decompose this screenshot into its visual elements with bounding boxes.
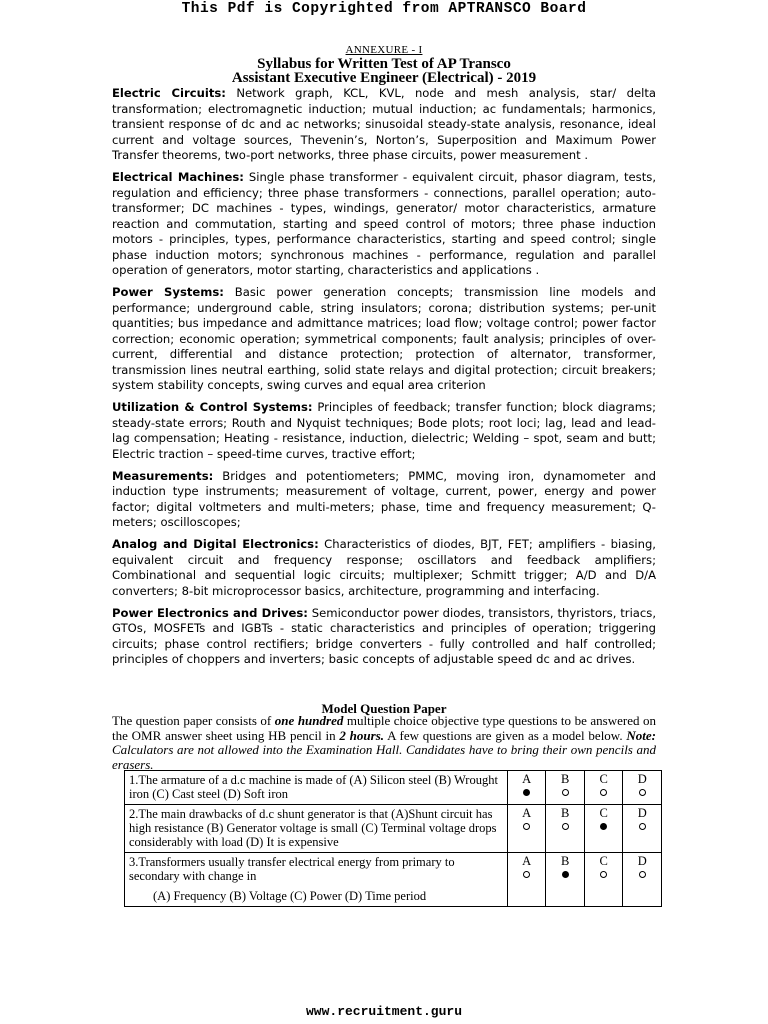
syllabus-section xyxy=(112,285,656,394)
question-text: 2.The main drawbacks of d.c shunt generator is that (A)Shunt circuit has high resistance (B) Generator voltage is small (C) Terminal voltage drops considerably with load (D) It is expensive xyxy=(129,807,497,849)
intro-text: multiple choice objective type questions to be answered on the OMR answer sheet using HB pencil in xyxy=(112,713,656,743)
question-text: 1.The armature of a d.c machine is made of (A) Silicon steel (B) Wrought iron (C) Cast steel (D) Soft iron xyxy=(129,773,498,801)
answer-bubble xyxy=(562,823,569,830)
section-heading: Analog and Digital Electronics: xyxy=(112,537,319,551)
section-text: Bridges and potentiometers; PMMC, moving iron, dynamometer and induction type instruments; measurement of voltage, current, power, energy and power factor; digital voltmeters and multi-meters; phase, time and frequency measurement; Q-meters; oscilloscopes; xyxy=(112,468,656,529)
option-letter: C xyxy=(599,772,608,786)
model-paper-heading: Model Question Paper xyxy=(321,701,447,716)
section-heading: Electric Circuits: xyxy=(112,86,226,100)
syllabus-section xyxy=(112,537,656,599)
annexure-label: ANNEXURE - I xyxy=(345,44,423,56)
option-letter: D xyxy=(637,806,647,820)
question-text-cell xyxy=(125,771,508,805)
question-row xyxy=(125,853,662,907)
syllabus-section xyxy=(112,170,656,279)
section-heading: Electrical Machines: xyxy=(112,170,244,184)
syllabus-section xyxy=(112,86,656,164)
section-text: Semiconductor power diodes, transistors, thyristors, triacs, GTOs, MOSFETs and IGBTs - static characteristics and principles of operation; triggering circuits; phase control rectifiers; bridge converters - fully controlled and half controlled; principles of choppers and inverters; basic concepts of adjustable speed dc and ac drives. xyxy=(112,605,657,666)
answer-bubble xyxy=(639,823,646,830)
answer-bubble xyxy=(600,871,607,878)
question-choices: (A) Frequency (B) Voltage (C) Power (D) Time period xyxy=(153,889,427,903)
option-letter: B xyxy=(560,772,570,786)
option-letter: A xyxy=(522,772,532,786)
option-cell xyxy=(584,853,623,907)
option-cell xyxy=(507,805,546,853)
option-cell xyxy=(623,853,662,907)
question-text-cell xyxy=(125,853,508,907)
note-text: Calculators are not allowed into the Examination Hall. Candidates have to bring their own pencils and erasers. xyxy=(112,742,656,772)
answer-bubble xyxy=(639,871,646,878)
syllabus-section xyxy=(112,469,656,531)
option-cell xyxy=(507,771,546,805)
answer-bubble-filled xyxy=(523,789,530,796)
model-paper-intro xyxy=(112,714,656,772)
question-row xyxy=(125,771,662,805)
section-heading: Power Systems: xyxy=(112,285,224,299)
intro-text: The question paper consists of xyxy=(112,713,275,728)
copyright-banner: This Pdf is Copyrighted from APTRANSCO Board xyxy=(181,1,587,17)
section-text: Characteristics of diodes, BJT, FET; amplifiers - biasing, equivalent circuit and frequency response; oscillators and feedback amplifiers; Combinational and sequential logic circuits; multiplexer; Schmitt trigger; A/D and D/A converters; 8-bit microprocessor basics, architecture, programming and interfacing. xyxy=(112,537,656,598)
option-letter: A xyxy=(522,806,532,820)
option-letter: B xyxy=(560,854,570,868)
syllabus-section xyxy=(112,400,656,462)
answer-bubble-filled xyxy=(600,823,607,830)
intro-emphasis: one hundred xyxy=(274,713,344,728)
answer-bubble xyxy=(639,789,646,796)
question-text-cell xyxy=(125,805,508,853)
section-text: Single phase transformer - equivalent circuit, phasor diagram, tests, regulation and efficiency; three phase transformers - connections, parallel operation; auto-transformer; DC machines - types, windings, generator/ motor characteristics, armature reaction and commutation, starting and speed control of motors; three phase induction motors - principles, types, performance characteristics, starting and speed control; single phase induction motors; synchronous machines - performance, regulation and parallel operation of generators, motor starting, characteristics and applications . xyxy=(112,170,656,277)
section-heading: Power Electronics and Drives: xyxy=(112,605,308,620)
option-cell xyxy=(546,771,585,805)
section-heading: Utilization & Control Systems: xyxy=(112,400,313,414)
answer-bubble xyxy=(523,871,530,878)
section-heading: Measurements: xyxy=(112,468,214,483)
syllabus-body xyxy=(112,86,656,674)
section-text: Basic power generation concepts; transmission line models and performance; underground cable, string insulators; corona; distribution systems; per-unit quantities; bus impedance and admittance matrices; load flow; voltage control; power factor correction; economic operation; symmetrical components; fault analysis; principles of over-current, differential and distance protection; protection of alternator, transformer, transmission lines neutral earthing, solid state relays and digital protection; circuit breakers; system stability concepts, swing curves and equal area criterion xyxy=(112,285,656,392)
question-table xyxy=(124,770,662,907)
option-cell xyxy=(546,853,585,907)
option-letter: C xyxy=(599,854,608,868)
option-letter: D xyxy=(637,854,647,868)
option-letter: A xyxy=(522,854,532,868)
question-row xyxy=(125,805,662,853)
option-letter: B xyxy=(560,806,570,820)
syllabus-subtitle: Assistant Executive Engineer (Electrical) - 2019 xyxy=(231,70,537,86)
section-text: Principles of feedback; transfer function; block diagrams; steady-state errors; Routh and Nyquist techniques; Bode plots; root loci; lag, lead and lead-lag compensation; Heating - resistance, induction, dielectric; Welding – spot, seam and butt; Electric traction – speed-time curves, tractive effort; xyxy=(112,400,656,461)
option-cell xyxy=(546,805,585,853)
option-cell xyxy=(507,853,546,907)
answer-bubble xyxy=(562,789,569,796)
option-cell xyxy=(584,771,623,805)
intro-text: A few questions are given as a model below. xyxy=(384,727,627,743)
note-label: Note: xyxy=(626,727,656,743)
option-letter: D xyxy=(637,772,647,786)
answer-bubble xyxy=(523,823,530,830)
section-text: Network graph, KCL, KVL, node and mesh analysis, star/ delta transformation; electromagnetic induction; mutual induction; ac fundamentals; harmonics, transient response of dc and ac networks; sinusoidal steady-state analysis, resonance, ideal current and voltage sources, Thevenin’s, Norton’s, Superposition and Maximum Power Transfer theorems, two-port networks, three phase circuits, power measurement . xyxy=(112,86,657,162)
syllabus-title: Syllabus for Written Test of AP Transco xyxy=(257,56,511,72)
question-text: 3.Transformers usually transfer electrical energy from primary to secondary with change in xyxy=(129,855,455,883)
intro-emphasis: 2 hours. xyxy=(339,727,384,743)
option-letter: C xyxy=(599,806,608,820)
option-cell xyxy=(584,805,623,853)
answer-bubble-filled xyxy=(562,871,569,878)
footer-url: www.recruitment.guru xyxy=(305,1004,463,1019)
option-cell xyxy=(623,771,662,805)
answer-bubble xyxy=(600,789,607,796)
option-cell xyxy=(623,805,662,853)
syllabus-section xyxy=(112,606,656,668)
